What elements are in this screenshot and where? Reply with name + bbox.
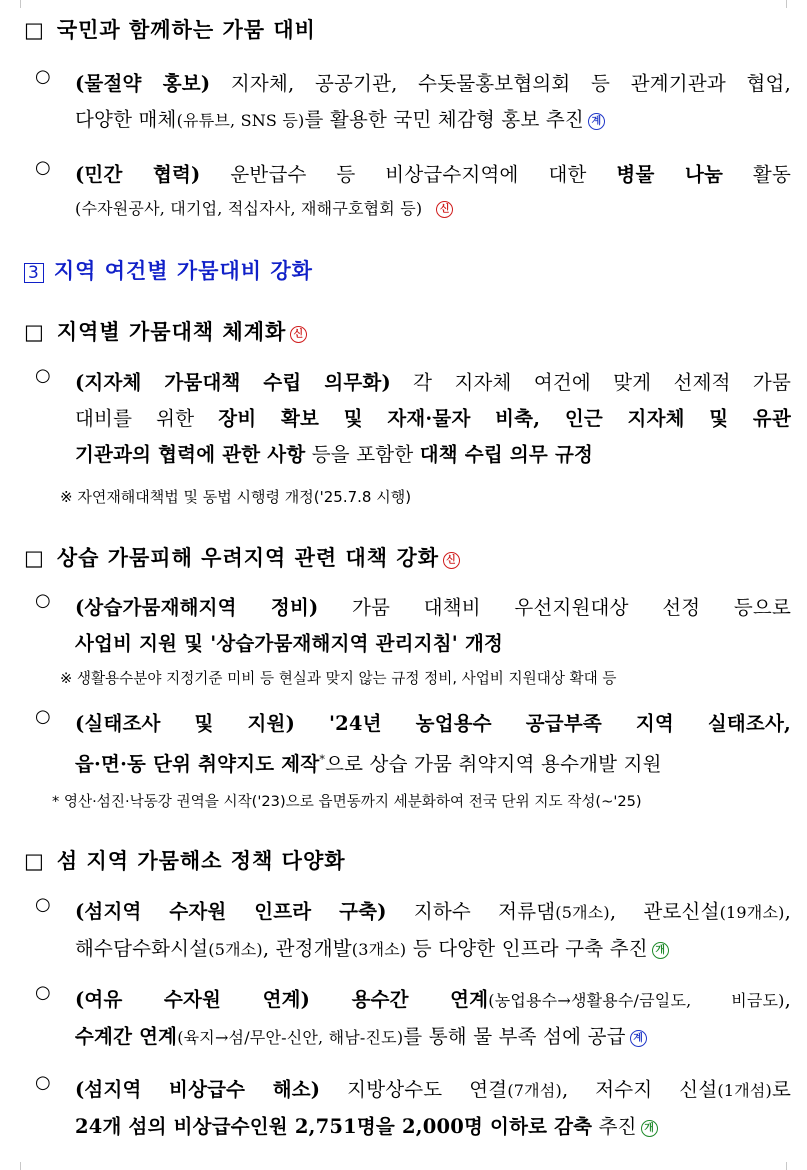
item-line xyxy=(75,894,791,931)
item-line xyxy=(75,193,791,224)
item-text: 지방상수도 연결 xyxy=(320,1078,508,1101)
page-corner-mark xyxy=(20,1162,31,1170)
item-line xyxy=(75,1109,791,1145)
item-paren: (5개소) xyxy=(555,903,610,922)
section-title: 상습 가뭄피해 우려지역 관련 대책 강화 xyxy=(56,546,439,570)
item-line xyxy=(75,157,791,193)
item-text: 다양한 매체 xyxy=(75,108,177,131)
item-paren: (3개소) xyxy=(351,940,407,959)
item-text: , 저수지 신설 xyxy=(561,1078,718,1101)
list-item-emergency-supply xyxy=(35,1072,791,1145)
item-emphasis: 수계간 연계 xyxy=(75,1025,178,1048)
circle-bullet-icon: ○ xyxy=(35,66,51,87)
footnote: * 영산·섬진·낙동강 권역을 시작('23)으로 읍면동까지 세분화하여 전국 단위 지도 작성(~'25) xyxy=(52,793,642,810)
item-text: 대비를 위한 xyxy=(75,407,219,430)
item-label: (여유 수자원 연계) xyxy=(75,988,311,1011)
item-text: 운반급수 등 비상급수지역에 대한 xyxy=(200,163,617,186)
section-heading-habitual xyxy=(24,542,807,572)
item-label: (실태조사 및 지원) xyxy=(75,712,296,735)
item-text: 등 다양한 인프라 구축 추진 xyxy=(406,937,648,960)
item-line xyxy=(75,706,791,742)
item-emphasis: 읍·면·동 단위 취약지도 제작 xyxy=(75,752,320,776)
section-title: 지역별 가뭄대책 체계화 xyxy=(56,320,287,344)
item-emphasis: 용수간 연계 xyxy=(310,988,489,1011)
item-text: 추진 xyxy=(592,1115,637,1138)
item-emphasis: 장비 확보 및 자재·물자 비축, 인근 지자체 및 유관 xyxy=(218,407,791,430)
item-line xyxy=(75,365,791,401)
item-paren: (7개섬) xyxy=(507,1081,562,1100)
list-item-spare-water-link xyxy=(35,982,791,1056)
item-emphasis: 대책 수립 의무 규정 xyxy=(419,443,594,466)
checkbox-square-icon: □ xyxy=(24,546,45,570)
continuing-badge-icon: 계 xyxy=(588,113,605,130)
improved-badge-icon: 개 xyxy=(652,942,669,959)
item-line xyxy=(75,66,791,102)
page-corner-mark xyxy=(776,1162,787,1170)
footnote: ※ 자연재해대책법 및 동법 시행령 개정('25.7.8 시행) xyxy=(60,488,412,506)
list-item-island-infra xyxy=(35,894,791,968)
page-corner-mark xyxy=(20,0,31,8)
item-text: 으로 상습 가뭄 취약지역 용수개발 지원 xyxy=(325,752,662,776)
item-line xyxy=(75,626,791,662)
item-line xyxy=(75,1019,791,1056)
circle-bullet-icon: ○ xyxy=(35,157,51,178)
page-corner-mark xyxy=(776,0,787,8)
item-emphasis: 기관과의 협력에 관한 사항 xyxy=(75,443,306,466)
item-paren: (유튜브, SNS 등) xyxy=(176,111,305,130)
item-paren: (1개섬) xyxy=(717,1081,772,1100)
circle-bullet-icon: ○ xyxy=(35,982,51,1003)
item-text: 를 활용한 국민 체감형 홍보 추진 xyxy=(304,108,584,131)
item-line xyxy=(75,437,791,473)
item-text: 가뭄 대책비 우선지원대상 선정 등으로 xyxy=(318,596,791,619)
checkbox-square-icon: □ xyxy=(24,849,45,873)
checkbox-square-icon: □ xyxy=(24,18,45,42)
item-label: (물절약 홍보) xyxy=(75,72,211,95)
footnote: ※ 생활용수분야 지정기준 미비 등 현실과 맞지 않는 규정 정비, 사업비 지원대상 확대 등 xyxy=(60,670,617,687)
major-section-heading xyxy=(24,255,807,285)
circle-bullet-icon: ○ xyxy=(35,365,51,386)
improved-badge-icon: 개 xyxy=(641,1120,658,1137)
item-label: (섬지역 수자원 인프라 구축) xyxy=(75,900,387,923)
list-item-water-saving xyxy=(35,66,791,139)
item-emphasis: '24년 농업용수 공급부족 지역 실태조사, xyxy=(295,712,791,735)
item-text: , xyxy=(784,988,791,1011)
item-paren: (19개소) xyxy=(719,903,785,922)
circle-bullet-icon: ○ xyxy=(35,894,51,915)
list-item-survey-support xyxy=(35,706,791,783)
section-number: 3 xyxy=(24,263,44,283)
item-text: , 관정개발 xyxy=(262,937,352,960)
item-text: 지하수 저류댐 xyxy=(386,900,556,923)
item-text: 로 xyxy=(771,1078,791,1101)
new-badge-icon: 신 xyxy=(290,326,307,343)
section-heading-region xyxy=(24,316,807,346)
item-paren: (농업용수→생활용수/금일도, 비금도) xyxy=(488,991,785,1010)
item-emphasis: 사업비 지원 및 '상습가뭄재해지역 관리지침' 개정 xyxy=(75,632,504,655)
circle-bullet-icon: ○ xyxy=(35,706,51,727)
item-line xyxy=(75,590,791,626)
item-text: 등을 포함한 xyxy=(305,443,420,466)
new-badge-icon: 신 xyxy=(436,201,453,218)
item-label: (섬지역 비상급수 해소) xyxy=(75,1078,321,1101)
item-text: 를 통해 물 부족 섬에 공급 xyxy=(403,1025,626,1048)
section-title: 섬 지역 가뭄해소 정책 다양화 xyxy=(56,849,346,873)
section-heading-island xyxy=(24,845,807,875)
list-item-habitual-area xyxy=(35,590,791,662)
item-emphasis: 병물 나눔 xyxy=(616,163,724,186)
item-paren: (5개소) xyxy=(208,940,263,959)
item-line xyxy=(75,102,791,139)
item-text: 지자체, 공공기관, 수돗물홍보협의회 등 관계기관과 협업, xyxy=(210,72,791,95)
checkbox-square-icon: □ xyxy=(24,320,45,344)
circle-bullet-icon: ○ xyxy=(35,590,51,611)
item-text: , xyxy=(784,900,791,923)
section-heading-public xyxy=(24,14,807,44)
item-text: 활동 xyxy=(723,163,791,186)
list-item-private-cooperation xyxy=(35,157,791,224)
item-label: (지자체 가뭄대책 수립 의무화) xyxy=(75,371,391,394)
item-paren: (수자원공사, 대기업, 적십자사, 재해구호협회 등) xyxy=(75,199,423,218)
item-emphasis: 24개 섬의 비상급수인원 2,751명을 2,000명 이하로 감축 xyxy=(75,1115,593,1138)
item-text: 해수담수화시설 xyxy=(75,937,209,960)
continuing-badge-icon: 계 xyxy=(630,1030,647,1047)
item-text: 각 지자체 여건에 맞게 선제적 가뭄 xyxy=(390,371,791,394)
item-line xyxy=(75,1072,791,1109)
item-paren: (육지→섬/무안-신안, 해남-진도) xyxy=(177,1028,404,1047)
item-label: (민간 협력) xyxy=(75,163,201,186)
item-line xyxy=(75,742,791,783)
item-line xyxy=(75,982,791,1019)
footnote-marker: * xyxy=(319,753,326,766)
item-line xyxy=(75,931,791,968)
section-title: 국민과 함께하는 가뭄 대비 xyxy=(56,18,316,42)
new-badge-icon: 신 xyxy=(443,552,460,569)
item-line xyxy=(75,401,791,437)
item-label: (상습가뭄재해지역 정비) xyxy=(75,596,319,619)
section-title: 지역 여건별 가뭄대비 강화 xyxy=(53,259,313,283)
item-text: , 관로신설 xyxy=(609,900,720,923)
circle-bullet-icon: ○ xyxy=(35,1072,51,1093)
list-item-local-gov-plan xyxy=(35,365,791,473)
